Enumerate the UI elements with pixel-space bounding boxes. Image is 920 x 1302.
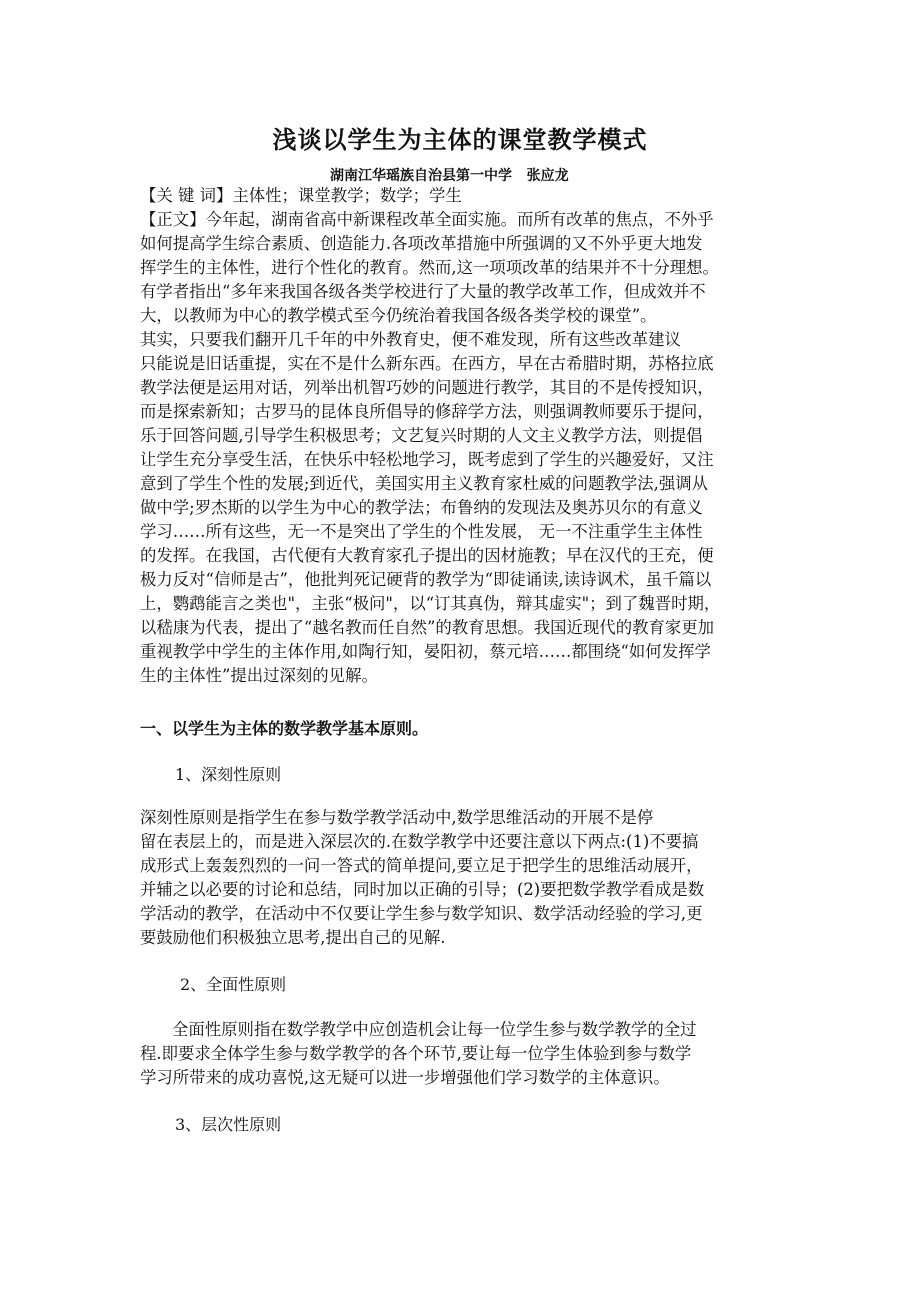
author-line: 湖南江华瑶族自治县第一中学 张应龙 bbox=[330, 168, 569, 184]
principle-2-heading: 2、全面性原则 bbox=[180, 975, 287, 994]
principle-3-heading: 3、层次性原则 bbox=[175, 1115, 282, 1134]
intro-line: 生的主体性”提出过深刻的见解。 bbox=[140, 666, 378, 685]
intro-line: 有学者指出“多年来我国各级各类学校进行了大量的教学改革工作，但成效并不 bbox=[140, 282, 706, 301]
intro-line: 而是探索新知；古罗马的昆体良所倡导的修辞学方法，则强调教师要乐于提问， bbox=[140, 402, 714, 421]
intro-line: 上，鹦鹉能言之类也"，主张“极问"，以“订其真伪，辩其虚实"；到了魏晋时期， bbox=[140, 594, 721, 613]
intro-line: 【正文】今年起，湖南省高中新课程改革全面实施。而所有改革的焦点，不外乎 bbox=[140, 210, 714, 229]
principle-2-line: 全面性原则指在数学教学中应创造机会让每一位学生参与数学教学的全过 bbox=[172, 1020, 697, 1039]
intro-line: 如何提高学生综合素质、创造能力.各项改革措施中所强调的又不外乎更大地发 bbox=[140, 234, 703, 253]
intro-line: 让学生充分享受生活，在快乐中轻松地学习，既考虑到了学生的兴趣爱好，又注 bbox=[140, 450, 714, 469]
intro-line: 教学法便是运用对话，列举出机智巧妙的问题进行教学，其目的不是传授知识， bbox=[140, 378, 714, 397]
intro-line: 的发挥。在我国，古代便有大教育家孔子提出的因材施教；早在汉代的王充，便 bbox=[140, 546, 714, 565]
intro-line: 学习……所有这些，无一不是突出了学生的个性发展， 无一不注重学生主体性 bbox=[140, 522, 703, 541]
principle-2-line: 学习所带来的成功喜悦,这无疑可以进一步增强他们学习数学的主体意识。 bbox=[140, 1068, 670, 1087]
principle-1-line: 学活动的教学，在活动中不仅要让学生参与数学知识、数学活动经验的学习,更 bbox=[140, 904, 703, 923]
section-heading: 一、以学生为主体的数学教学基本原则。 bbox=[140, 719, 429, 738]
document-title: 浅谈以学生为主体的课堂教学模式 bbox=[272, 126, 648, 154]
keywords-line: 【关 键 词】主体性；课堂教学；数学；学生 bbox=[140, 186, 462, 205]
intro-line: 重视教学中学生的主体作用,如陶行知，晏阳初，蔡元培……都围绕“如何发挥学 bbox=[140, 642, 711, 661]
intro-line: 极力反对“信师是古”，他批判死记硬背的教学为“即徒诵读,读诗讽术，虽千篇以 bbox=[140, 570, 712, 589]
principle-1-line: 留在表层上的，而是进入深层次的.在数学教学中还要注意以下两点:(1)不要搞 bbox=[140, 832, 699, 851]
intro-line: 挥学生的主体性，进行个性化的教育。然而,这一项项改革的结果并不十分理想。 bbox=[140, 258, 719, 277]
intro-line: 意到了学生个性的发展;到近代，美国实用主义教育家杜威的问题教学法,强调从 bbox=[140, 474, 709, 493]
principle-1-heading: 1、深刻性原则 bbox=[175, 765, 282, 784]
intro-line: 以嵇康为代表，提出了“越名教而任自然”的教育思想。我国近现代的教育家更加 bbox=[140, 618, 715, 637]
intro-line: 大，以教师为中心的教学模式至今仍统治着我国各级各类学校的课堂”。 bbox=[140, 306, 657, 325]
intro-line: 只能说是旧话重提，实在不是什么新东西。在西方，早在古希腊时期，苏格拉底 bbox=[140, 354, 714, 373]
intro-line: 乐于回答问题,引导学生积极思考；文艺复兴时期的人文主义教学方法，则提倡 bbox=[140, 426, 703, 445]
intro-line: 其实，只要我们翻开几千年的中外教育史，便不难发现，所有这些改革建议 bbox=[140, 330, 681, 349]
principle-1-line: 深刻性原则是指学生在参与数学教学活动中,数学思维活动的开展不是停 bbox=[140, 808, 654, 827]
principle-2-line: 程.即要求全体学生参与数学教学的各个环节,要让每一位学生体验到参与数学 bbox=[140, 1044, 692, 1063]
intro-line: 做中学;罗杰斯的以学生为中心的教学法；布鲁纳的发现法及奥苏贝尔的有意义 bbox=[140, 498, 703, 517]
principle-1-line: 要鼓励他们积极独立思考,提出自己的见解. bbox=[140, 928, 446, 947]
principle-1-line: 并辅之以必要的讨论和总结，同时加以正确的引导；(2)要把数学教学看成是数 bbox=[140, 880, 705, 899]
principle-1-line: 成形式上轰轰烈烈的一问一答式的简单提问,要立足于把学生的思维活动展开， bbox=[140, 856, 703, 875]
